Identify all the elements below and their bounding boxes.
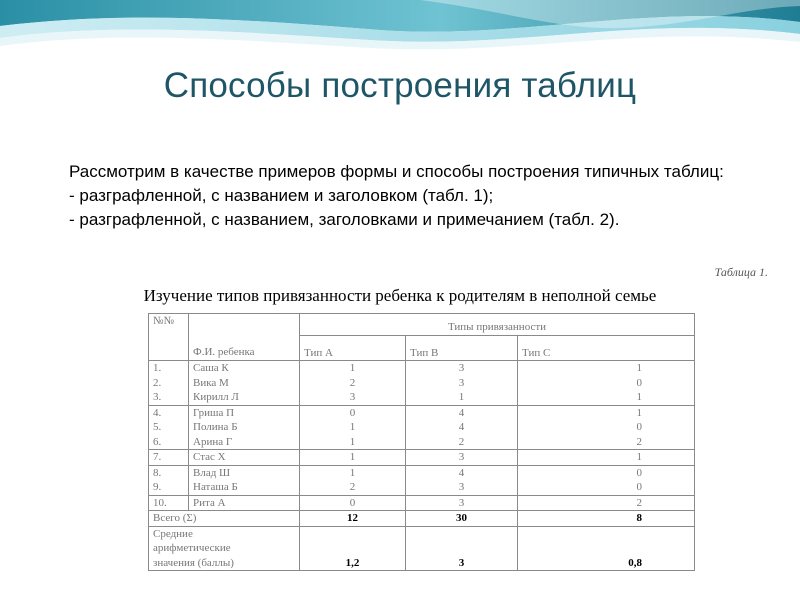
table-header-row [149, 335, 695, 361]
table-heading: Изучение типов привязанности ребенка к родителям в неполной семье [143, 286, 657, 305]
row-number: 5. [149, 420, 189, 435]
row-type-b: 3 [406, 361, 518, 376]
row-number: 2. [149, 376, 189, 391]
table-header-row [149, 314, 695, 336]
header-name-blank [189, 314, 300, 336]
row-type-c: 1 [518, 450, 695, 466]
avg-label [149, 526, 300, 571]
row-type-c: 0 [518, 376, 695, 391]
row-type-b: 1 [406, 390, 518, 405]
avg-label-line: Средние [153, 527, 193, 540]
row-type-c: 0 [518, 465, 695, 480]
row-number: 4. [149, 405, 189, 420]
row-type-c: 2 [518, 435, 695, 450]
avg-a: 1,2 [300, 526, 406, 571]
row-number: 10. [149, 495, 189, 511]
row-type-b: 3 [406, 480, 518, 495]
intro-line: - разграфленной, с названием и заголовком (табл. 1); [69, 186, 494, 205]
row-type-c: 1 [518, 405, 695, 420]
row-name: Кирилл Л [189, 390, 300, 405]
row-number: 1. [149, 361, 189, 376]
row-name: Вика М [189, 376, 300, 391]
header-wave-decoration [0, 0, 800, 60]
header-type-a: Тип А [300, 335, 406, 361]
row-number: 6. [149, 435, 189, 450]
header-name: Ф.И. ребенка [189, 335, 300, 361]
table-row [149, 435, 695, 450]
row-type-b: 4 [406, 420, 518, 435]
row-type-a: 0 [300, 495, 406, 511]
row-name: Арина Г [189, 435, 300, 450]
header-group [300, 314, 695, 336]
row-type-b: 3 [406, 376, 518, 391]
row-name: Влад Ш [189, 465, 300, 480]
header-num: №№ [149, 314, 189, 361]
row-number: 7. [149, 450, 189, 466]
header-type-b: Тип В [406, 335, 518, 361]
intro-line: Рассмотрим в качестве примеров формы и способы построения типичных таблиц: [69, 162, 724, 181]
avg-c: 0,8 [518, 526, 695, 571]
row-number: 9. [149, 480, 189, 495]
table-row [149, 376, 695, 391]
table-row [149, 390, 695, 405]
row-type-b: 4 [406, 465, 518, 480]
table-average-row [149, 526, 695, 571]
row-number: 8. [149, 465, 189, 480]
avg-label-line: значения (баллы) [153, 556, 234, 569]
intro-line: - разграфленной, с названием, заголовками и примечанием (табл. 2). [69, 210, 620, 229]
total-label: Всего (Σ) [149, 511, 300, 527]
row-name: Стас Х [189, 450, 300, 466]
row-type-a: 1 [300, 465, 406, 480]
row-name: Саша К [189, 361, 300, 376]
row-type-a: 2 [300, 376, 406, 391]
row-type-b: 4 [406, 405, 518, 420]
row-type-c: 0 [518, 480, 695, 495]
row-type-c: 2 [518, 495, 695, 511]
avg-label-line: арифметические [153, 542, 231, 554]
table-total-row [149, 511, 695, 527]
table-row [149, 495, 695, 511]
table-caption: Таблица 1. [714, 265, 768, 279]
row-type-a: 0 [300, 405, 406, 420]
row-type-a: 3 [300, 390, 406, 405]
table-row [149, 465, 695, 480]
avg-b: 3 [406, 526, 518, 571]
row-type-b: 3 [406, 495, 518, 511]
row-type-c: 0 [518, 420, 695, 435]
table-row [149, 480, 695, 495]
row-name: Наташа Б [189, 480, 300, 495]
header-group-label: Типы привязанности [447, 321, 547, 333]
row-type-b: 3 [406, 450, 518, 466]
table-row [149, 361, 695, 376]
row-name: Полина Б [189, 420, 300, 435]
row-type-a: 2 [300, 480, 406, 495]
row-type-a: 1 [300, 435, 406, 450]
row-type-a: 1 [300, 450, 406, 466]
table-row [149, 405, 695, 420]
row-type-a: 1 [300, 420, 406, 435]
intro-text [69, 160, 769, 232]
table-body [149, 361, 695, 511]
attachment-table [148, 313, 695, 571]
total-b: 30 [406, 511, 518, 527]
row-name: Рита А [189, 495, 300, 511]
page-title: Способы построения таблиц [163, 66, 637, 105]
row-type-c: 1 [518, 361, 695, 376]
total-a: 12 [300, 511, 406, 527]
row-number: 3. [149, 390, 189, 405]
row-type-c: 1 [518, 390, 695, 405]
header-type-c: Тип С [518, 335, 695, 361]
total-c: 8 [518, 511, 695, 527]
table-row [149, 420, 695, 435]
row-name: Гриша П [189, 405, 300, 420]
row-type-b: 2 [406, 435, 518, 450]
table-row [149, 450, 695, 466]
row-type-a: 1 [300, 361, 406, 376]
